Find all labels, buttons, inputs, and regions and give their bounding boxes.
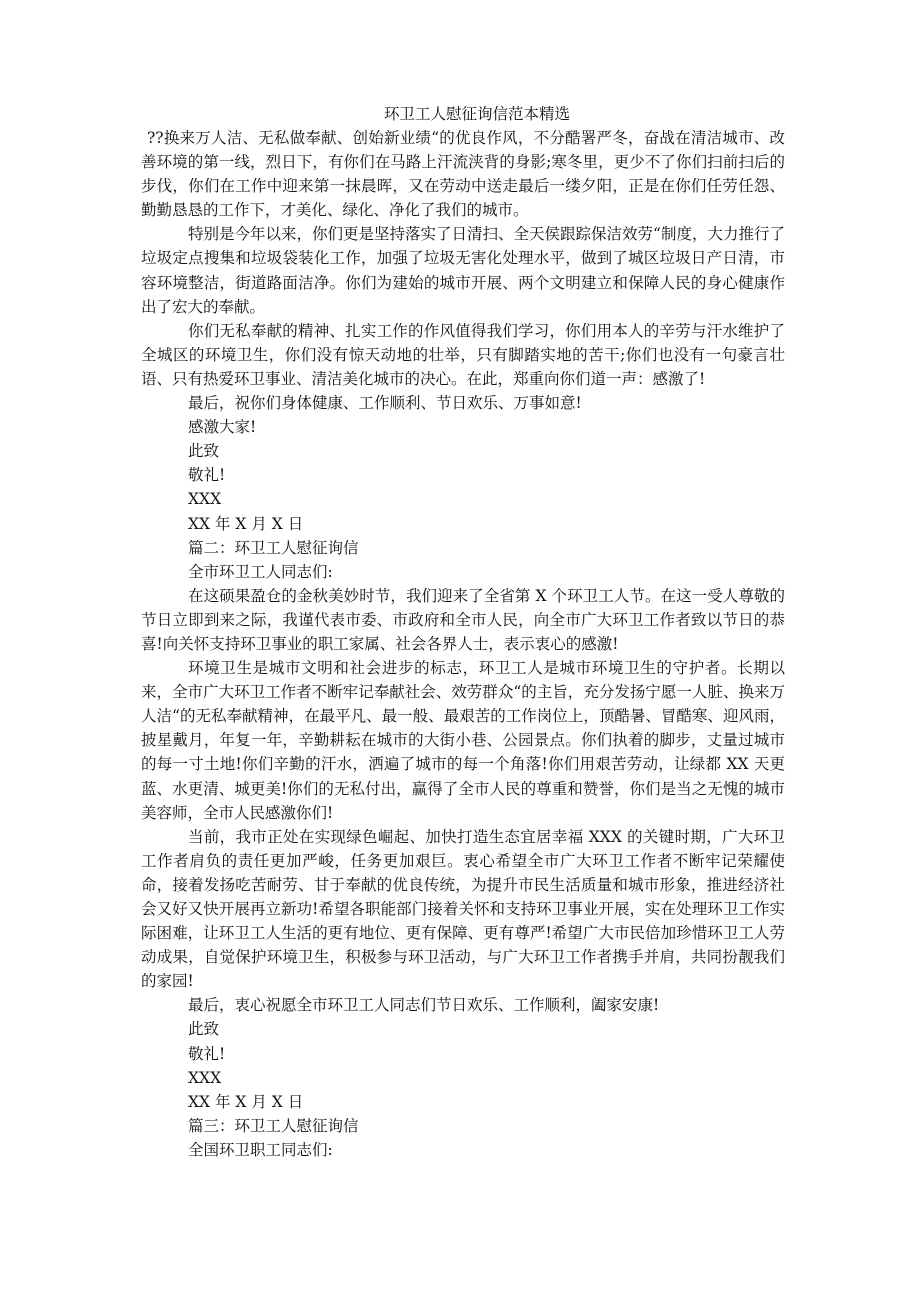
body-paragraph: ??换来万人洁、无私做奉献、创始新业绩“的优良作风，不分酷署严冬，奋战在清洁城市、改善环境的第一线，烈日下，有你们在马路上汗流浃背的身影;寒冬里，更少不了你们扫前扫后的步伐，你们在工作中迎来第一抹晨晖，又在劳动中送走最后一缕夕阳，正是在你们任劳任怨、勤勤恳恳的工作下，才美化、绿化、净化了我们的城市。: [141, 129, 785, 220]
salutation: 全国环卫职工同志们:: [188, 1140, 333, 1159]
closing-thanks: 感激大家!: [188, 418, 257, 437]
closing-jingli: 敬礼!: [188, 466, 226, 485]
document-title: 环卫工人慰征询信范本精选: [383, 105, 570, 123]
body-paragraph: 在这硕果盈仓的金秋美妙时节，我们迎来了全省第 X 个环卫工人节。在这一受人尊敬的节日立即到来之际，我谨代表市委、市政府和全市人民，向全市广大环卫工作者致以节日的恭喜!向关怀支持环卫事业的职工家属、社会各界人士，表示衷心的感激!: [141, 586, 785, 653]
signature: XXX: [188, 1068, 222, 1087]
body-paragraph: 当前，我市正处在实现绿色崛起、加快打造生态宜居幸福 XXX 的关键时期，广大环卫工作者肩负的责任更加严峻，任务更加艰巨。衷心希望全市广大环卫工作者不断牢记荣耀使命，接着发扬吃苦耐劳、甘于奉献的优良传统，为提升市民生活质量和城市形象，推进经济社会又好又快开展再立新功!希望各职能部门接着关怀和支持环卫事业开展，实在处理环卫工作实际困难，让环卫工人生活的更有地位、更有保障、更有尊严!希望广大市民倍加珍惜环卫工人劳动成果，自觉保护环境卫生，积极参与环卫活动，与广大环卫工作者携手并肩，共同扮靓我们的家园!: [141, 827, 785, 991]
date-line: XX 年 X 月 X 日: [188, 1092, 304, 1111]
section-heading: 篇二：环卫工人慰征询信: [188, 538, 359, 557]
salutation: 全市环卫工人同志们:: [188, 562, 333, 581]
closing-jingli: 敬礼!: [188, 1044, 226, 1063]
body-paragraph: 你们无私奉献的精神、扎实工作的作风值得我们学习，你们用本人的辛劳与汗水维护了全城区的环境卫生，你们没有惊天动地的壮举，只有脚踏实地的苦干;你们也没有一句豪言壮语、只有热爱环卫事业、清洁美化城市的决心。在此，郑重向你们道一声：感激了!: [141, 321, 785, 388]
closing-cizhi: 此致: [188, 442, 220, 461]
body-paragraph: 环境卫生是城市文明和社会进步的标志，环卫工人是城市环境卫生的守护者。长期以来，全市广大环卫工作者不断牢记奉献社会、效劳群众“的主旨，充分发扬宁愿一人脏、换来万人洁“的无私奉献精神，在最平凡、最一般、最艰苦的工作岗位上，顶酷暑、冒酷寒、迎风雨，披星戴月，年复一年，辛勤耕耘在城市的大街小巷、公园景点。你们执着的脚步，丈量过城市的每一寸土地!你们辛勤的汗水，洒遍了城市的每一个角落!你们用艰苦劳动，让绿都 XX 天更蓝、水更清、城更美!你们的无私付出，赢得了全市人民的尊重和赞誉，你们是当之无愧的城市美容师，全市人民感激你们!: [141, 659, 785, 822]
closing-cizhi: 此致: [188, 1020, 220, 1039]
section-heading: 篇三：环卫工人慰征询信: [188, 1116, 359, 1135]
closing-wishes: 最后，祝你们身体健康、工作顺利、节日欢乐、万事如意!: [188, 394, 582, 413]
closing-wishes: 最后，衷心祝愿全市环卫工人同志们节日欢乐、工作顺利，阖家安康!: [188, 996, 660, 1015]
document-page: [141, 102, 785, 1162]
body-paragraph: 特别是今年以来，你们更是坚持落实了日清扫、全天侯跟踪保洁效劳“制度，大力推行了垃圾定点搜集和垃圾袋装化工作，加强了垃圾无害化处理水平，做到了城区垃圾日产日清，市容环境整洁，街道路面洁净。你们为建始的城市开展、两个文明建立和保障人民的身心健康作出了宏大的奉献。: [141, 225, 785, 316]
signature: XXX: [188, 490, 222, 509]
date-line: XX 年 X 月 X 日: [188, 514, 304, 533]
